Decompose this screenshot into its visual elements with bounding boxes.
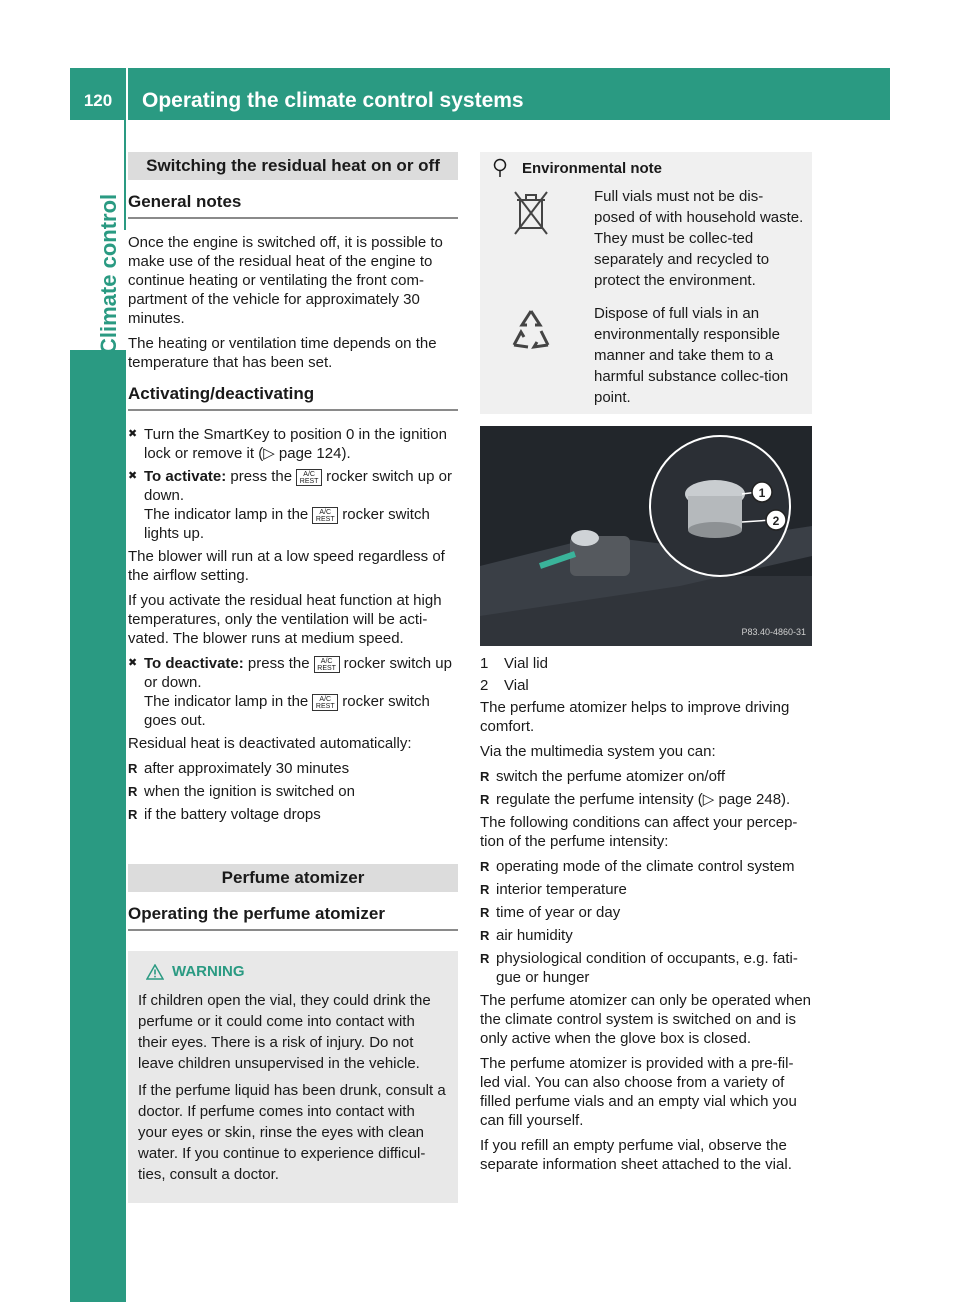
- legend-number: 1: [480, 655, 489, 672]
- environmental-note-header: [488, 158, 804, 178]
- list-item: R air humidity: [480, 926, 812, 945]
- environmental-note-box: [480, 152, 812, 414]
- step-text: rocker switch up or down.: [144, 468, 452, 504]
- env-row: [488, 186, 804, 291]
- list-item: R regulate the perfume intensity (▷ page 248).: [480, 790, 812, 809]
- section-title-perfume: Perfume atomizer: [128, 864, 458, 892]
- step-text: press the: [247, 655, 310, 672]
- photo-legend: [480, 654, 812, 695]
- list-item: R time of year or day: [480, 903, 812, 922]
- paragraph: If you activate the residual heat function at high temperatures, only the ventilation will be acti-vated. The blower runs at medium speed.: [128, 592, 442, 647]
- page-number: 120: [83, 91, 113, 110]
- step-text: The indicator lamp in the: [144, 693, 309, 710]
- paragraph: Once the engine is switched off, it is possible to make use of the residual heat of the engine to continue heating or ventilating the front com-partment of the vehicle for approximately 30 minutes.: [128, 234, 443, 327]
- chapter-label: Climate control: [96, 193, 121, 354]
- legend-item: [480, 654, 812, 673]
- list-item: R operating mode of the climate control system: [480, 857, 812, 876]
- ac-rest-button-icon: A/C REST: [312, 694, 338, 711]
- page-title: Operating the climate control systems: [142, 89, 524, 112]
- ac-rest-button-icon: A/C REST: [312, 507, 338, 524]
- svg-text:1: 1: [758, 486, 766, 500]
- right-column: [480, 152, 812, 1180]
- step-item: [128, 654, 458, 730]
- svg-text:2: 2: [772, 514, 780, 528]
- side-tab-box: [70, 350, 126, 1302]
- list-item: R physiological condition of occupants, e.g. fati-gue or hunger: [480, 949, 812, 987]
- step-item: [128, 425, 458, 463]
- list-item: R interior temperature: [480, 880, 812, 899]
- left-column: [128, 152, 458, 1203]
- warning-box: [128, 951, 458, 1203]
- list-item: R when the ignition is switched on: [128, 782, 458, 801]
- photo-code: P83.40-4860-31: [741, 627, 806, 637]
- paragraph: Via the multimedia system you can:: [480, 743, 716, 760]
- legend-number: 2: [480, 677, 489, 694]
- list-item: R if the battery voltage drops: [128, 805, 458, 824]
- heading-general-notes: General notes: [128, 192, 458, 219]
- step-text: rocker switch goes out.: [144, 693, 430, 729]
- lightbulb-icon: [492, 158, 508, 178]
- warning-paragraph: If children open the vial, they could drink the perfume or it could come into contact with their eyes. There is a risk of injury. Do not leave children unsupervised in the vehicle.: [138, 992, 431, 1072]
- warning-header: [138, 961, 448, 982]
- paragraph: The following conditions can affect your percep-tion of the perfume intensity:: [480, 814, 798, 850]
- paragraph: The perfume atomizer can only be operated when the climate control system is switched on and is only active when the glove box is closed.: [480, 992, 812, 1047]
- env-text: Dispose of full vials in an environmentally responsible manner and take them to a harmful substance collec-tion point.: [594, 305, 789, 406]
- list-item: R switch the perfume atomizer on/off: [480, 767, 812, 786]
- step-text: rocker switch up or down.: [144, 655, 452, 691]
- step-label: To activate:: [144, 468, 227, 485]
- ac-rest-button-icon: A/C REST: [296, 469, 322, 486]
- perfume-vial-photo: [480, 426, 812, 646]
- warning-triangle-icon: [146, 964, 164, 980]
- paragraph: Residual heat is deactivated automatically:: [128, 735, 412, 752]
- environmental-note-title: Environmental note: [522, 159, 663, 177]
- paragraph: The blower will run at a low speed regardless of the airflow setting.: [128, 548, 445, 584]
- paragraph: The heating or ventilation time depends on the temperature that has been set.: [128, 335, 437, 371]
- paragraph: The perfume atomizer helps to improve driving comfort.: [480, 699, 790, 735]
- paragraph: The perfume atomizer is provided with a pre-fil-led vial. You can also choose from a variety of filled perfume vials and an empty vial which you can fill yourself.: [480, 1055, 797, 1129]
- section-title-residual-heat: Switching the residual heat on or off: [128, 152, 458, 180]
- warning-label: WARNING: [172, 963, 245, 980]
- warning-paragraph: If the perfume liquid has been drunk, consult a doctor. If perfume comes into contact with your eyes or skin, rinse the eyes with clean water. If you continue to experience difficul-ties, consult a doctor.: [138, 1082, 446, 1183]
- step-label: To deactivate:: [144, 655, 244, 672]
- heading-operating-perfume: Operating the perfume atomizer: [128, 904, 458, 931]
- env-row: [488, 303, 804, 408]
- legend-label: Vial lid: [504, 655, 548, 672]
- step-text: The indicator lamp in the: [144, 506, 309, 523]
- step-text: press the: [230, 468, 293, 485]
- page-header: [70, 68, 890, 120]
- step-text: rocker switch lights up.: [144, 506, 430, 542]
- crossed-bin-icon: [488, 186, 574, 291]
- side-tab-line: [124, 120, 126, 230]
- legend-item: [480, 676, 812, 695]
- list-item: R after approximately 30 minutes: [128, 759, 458, 778]
- env-text: Full vials must not be dis-posed of with household waste. They must be collec-ted separately and recycled to protect the environment.: [594, 188, 804, 289]
- heading-activating: Activating/deactivating: [128, 384, 458, 411]
- step-text: Turn the SmartKey to position 0 in the ignition lock or remove it (▷ page 124).: [144, 426, 447, 462]
- legend-label: Vial: [504, 677, 529, 694]
- paragraph: If you refill an empty perfume vial, observe the separate information sheet attached to the vial.: [480, 1137, 792, 1173]
- ac-rest-button-icon: A/C REST: [314, 656, 340, 673]
- recycle-icon: [488, 303, 574, 408]
- header-divider: [126, 68, 128, 120]
- step-item: [128, 467, 458, 543]
